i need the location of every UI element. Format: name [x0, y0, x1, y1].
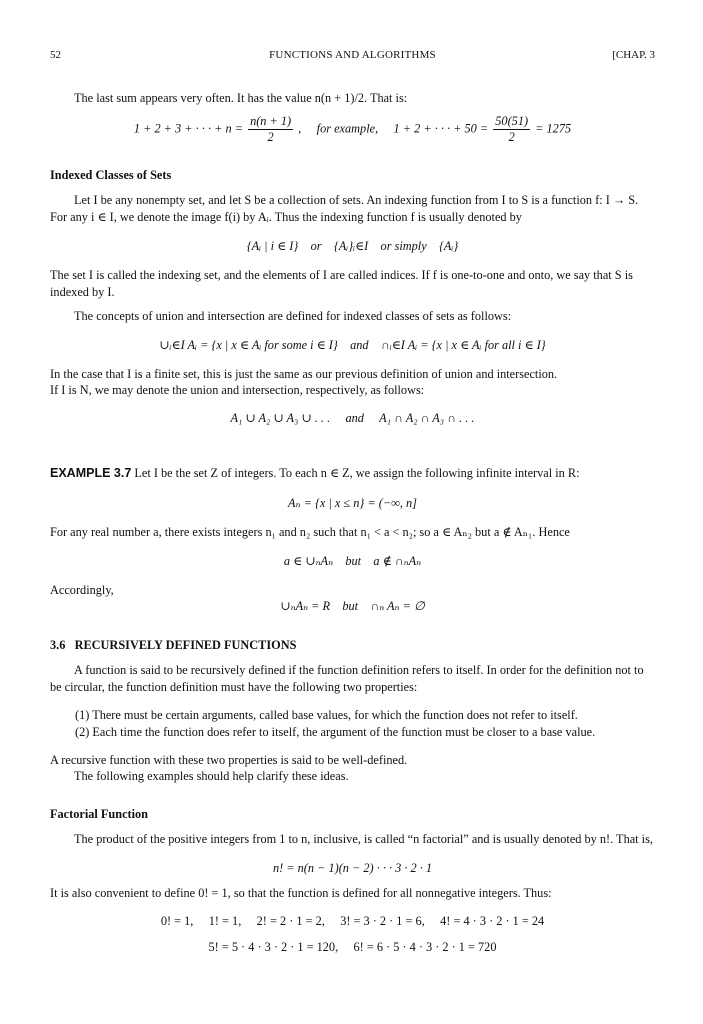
paragraph-indexing-set: The set I is called the indexing set, and the elements of I are called indices. If f is one-to-one and onto, we say that S is indexed by I.: [50, 268, 633, 299]
equation-membership: a ∈ ∪ₙAₙ but a ∉ ∩ₙAₙ: [283, 554, 422, 568]
paragraph-indexing-function: Let I be any nonempty set, and let S be a collection of sets. An indexing function from I to S is a function f: I → S. For any i ∈ I, we denote the image f(i) by Aᵢ. Thus the indexing function f is usually denoted by: [50, 193, 639, 224]
example-text: Let I be the set Z of integers. To each n ∈ Z, we assign the following infinite interval in R:: [134, 466, 580, 480]
paragraph-last-sum: The last sum appears very often. It has the value n(n + 1)/2. That is:: [74, 91, 408, 105]
running-title: FUNCTIONS AND ALGORITHMS: [269, 49, 436, 61]
example-label: EXAMPLE 3.7: [50, 466, 132, 480]
paragraph-accordingly: Accordingly,: [50, 583, 114, 597]
eq-rhs: = 1275: [535, 121, 572, 136]
paragraph-recursive-definition: A function is said to be recursively defined if the function definition refers to itself. In order for the definition not to be circular, the function definition must have the following two properties:: [50, 663, 644, 694]
eq-mid: , for example, 1 + 2 + · · · + 50 =: [298, 121, 489, 136]
paragraph-factorial-definition: The product of the positive integers from 1 to n, inclusive, is called “n factorial” and is usually denoted by n!. That is,: [74, 832, 653, 846]
example-3-7: [50, 465, 655, 482]
equation-factorial-values-2: 5! = 5 · 4 · 3 · 2 · 1 = 120, 6! = 6 · 5 · 4 · 3 · 2 · 1 = 720: [208, 940, 497, 954]
fraction-50: [493, 114, 530, 145]
equation-union-intersection: ∪ᵢ∈I Aᵢ = {x | x ∈ Aᵢ for some i ∈ I} and ∩ᵢ∈I Aᵢ = {x | x ∈ Aᵢ for all i ∈ I}: [159, 338, 546, 352]
chapter-label: [CHAP. 3: [612, 49, 655, 61]
equation-factorial-values-1: 0! = 1, 1! = 1, 2! = 2 · 1 = 2, 3! = 3 · 2 · 1 = 6, 4! = 4 · 3 · 2 · 1 = 24: [160, 914, 545, 928]
eq-lhs: 1 + 2 + 3 + · · · + n =: [133, 121, 243, 136]
heading-indexed-classes: Indexed Classes of Sets: [50, 168, 172, 182]
page-number: 52: [50, 49, 61, 61]
paragraph-real-number: For any real number a, there exists integers n₁ and n₂ such that n₁ < a < n₂; so a ∈ Aₙ₂ but a ∉ Aₙ₁. Hence: [50, 525, 570, 539]
equation-interval: Aₙ = {x | x ≤ n} = (−∞, n]: [288, 496, 417, 510]
equation-index-notation: {Aᵢ | i ∈ I} or {Aᵢ}ᵢ∈I or simply {Aᵢ}: [246, 239, 459, 253]
frac-num: 50(51): [495, 114, 529, 128]
equation-sum-formula: [50, 114, 655, 145]
heading-factorial: Factorial Function: [50, 807, 149, 821]
fraction-n: [248, 114, 293, 145]
list-item: (2) Each time the function does refer to itself, the argument of the function must be closer to a base value.: [75, 725, 596, 739]
frac-den: 2: [508, 130, 515, 144]
equation-result: ∪ₙAₙ = R but ∩ₙ Aₙ = ∅: [280, 599, 425, 613]
equation-infinite-union: A₁ ∪ A₂ ∪ A₃ ∪ . . . and A₁ ∩ A₂ ∩ A₃ ∩ . . .: [230, 411, 475, 425]
paragraph-well-defined: A recursive function with these two properties is said to be well-defined.: [50, 753, 408, 767]
paragraph-zero-factorial: It is also convenient to define 0! = 1, so that the function is defined for all nonnegative integers. Thus:: [50, 886, 552, 900]
properties-list: [50, 707, 655, 741]
paragraph-natural-case: If I is N, we may denote the union and intersection, respectively, as follows:: [50, 383, 425, 397]
heading-section-3-6: 3.6 RECURSIVELY DEFINED FUNCTIONS: [50, 638, 297, 652]
equation-factorial: n! = n(n − 1)(n − 2) · · · 3 · 2 · 1: [272, 861, 433, 875]
frac-den: 2: [267, 130, 274, 144]
frac-num: n(n + 1): [250, 114, 292, 128]
list-item: (1) There must be certain arguments, called base values, for which the function does not refer to itself.: [75, 708, 578, 722]
paragraph-finite-case: In the case that I is a finite set, this is just the same as our previous definition of union and intersection.: [50, 367, 558, 381]
paragraph-examples-intro: The following examples should help clarify these ideas.: [74, 769, 349, 783]
paragraph-union-intro: The concepts of union and intersection are defined for indexed classes of sets as follows:: [74, 309, 512, 323]
